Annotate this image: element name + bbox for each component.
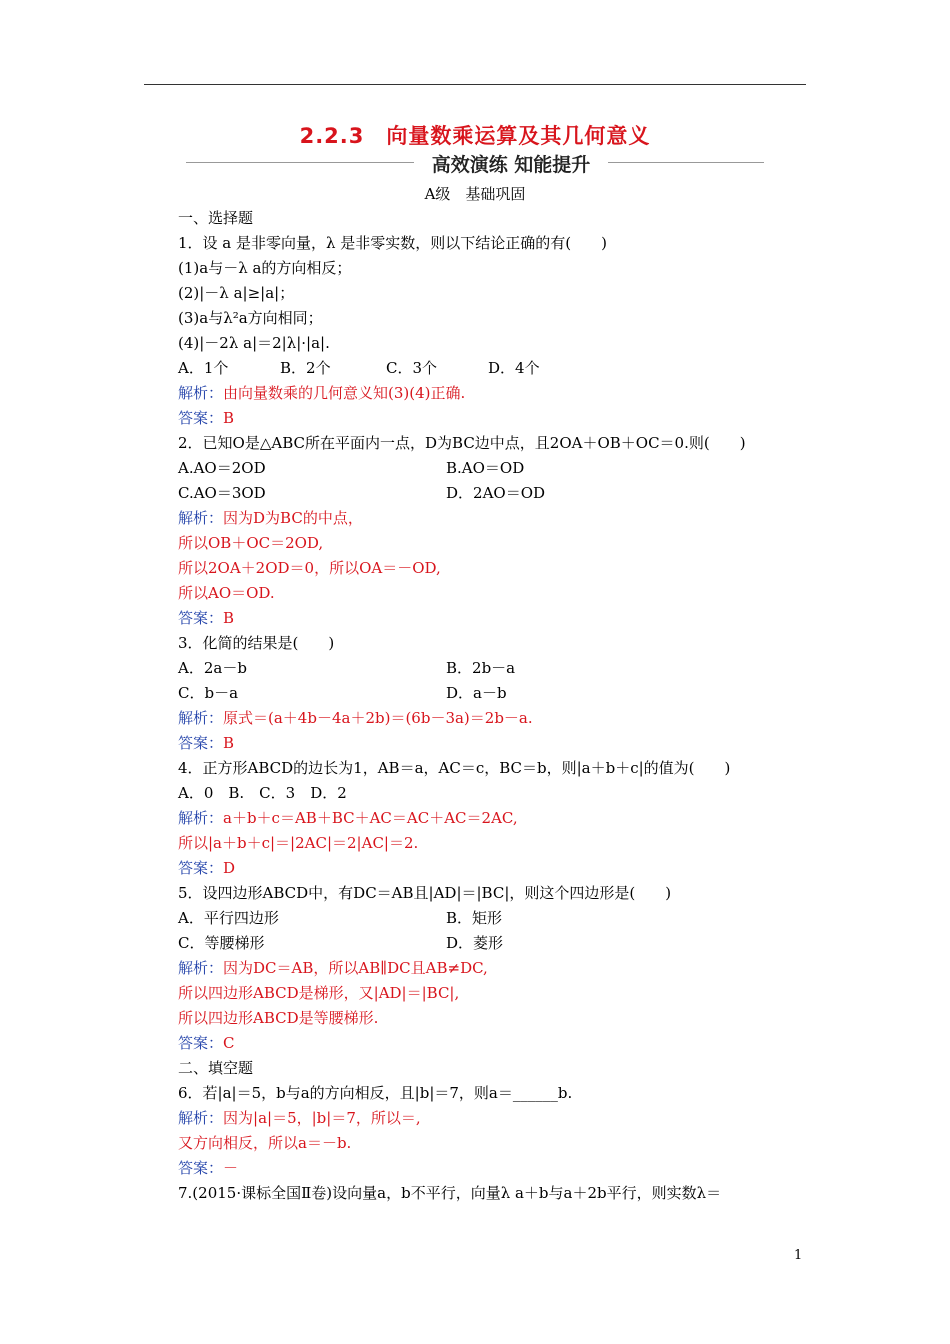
text-line [178, 758, 730, 778]
line-text: 因为|a|＝5，|b|＝7，所以＝, [223, 1109, 421, 1127]
line-text: B [223, 409, 235, 427]
line-text: D．a－b [446, 684, 507, 702]
label-prefix: 解析： [178, 709, 224, 727]
text-line [178, 783, 347, 803]
line-text: 4．正方形ABCD的边长为1，AB＝a，AC＝c，BC＝b，则|a＋b＋c|的值为( ) [178, 759, 731, 777]
line-text: (3)a与λ²a方向相同； [178, 309, 323, 327]
text-line [178, 708, 533, 728]
text-line [446, 683, 507, 703]
line-text: 又方向相反，所以a＝－b. [178, 1134, 352, 1152]
line-text: D．4个 [488, 359, 540, 377]
line-text: (1)a与－λ a的方向相反； [178, 259, 352, 277]
text-line [178, 1158, 238, 1178]
line-text: (2)|－λ a|≥|a|； [178, 284, 295, 302]
text-line [178, 983, 459, 1003]
line-text: A.AO＝2OD [178, 459, 266, 477]
label-prefix: 答案： [178, 409, 224, 427]
page-number: 1 [794, 1248, 803, 1263]
text-line [178, 633, 334, 653]
text-line [178, 533, 323, 553]
text-line [178, 908, 279, 928]
line-text: D．2AO＝OD [446, 484, 546, 502]
label-prefix: 答案： [178, 1034, 224, 1052]
text-line [178, 283, 294, 303]
text-line [178, 558, 441, 578]
text-line [178, 433, 746, 453]
label-prefix: 解析： [178, 809, 224, 827]
text-line [178, 833, 418, 853]
line-text: 所以2OA＋2OD＝0，所以OA＝－OD, [178, 559, 441, 577]
line-text: a＋b＋c＝AB＋BC＋AC＝AC＋AC＝2AC, [223, 809, 518, 827]
line-text: B [223, 609, 235, 627]
line-text: C.AO＝3OD [178, 484, 266, 502]
text-line [178, 458, 266, 478]
line-text: B．2个 [280, 359, 331, 377]
section-title: 2.2.3 向量数乘运算及其几何意义 [299, 124, 651, 148]
text-line [280, 358, 331, 378]
line-text: 6．若|a|＝5，b与a的方向相反，且|b|＝7，则a＝______b. [178, 1084, 573, 1102]
text-line [178, 508, 363, 528]
text-line [386, 358, 437, 378]
line-text: 因为DC＝AB，所以AB∥DC且AB≠DC, [223, 959, 488, 977]
label-prefix: 答案： [178, 1159, 224, 1177]
line-text: 3．化简的结果是( ) [178, 634, 335, 652]
line-text: A．0 B. C．3 D．2 [178, 784, 347, 802]
line-text: 所以四边形ABCD是梯形，又|AD|＝|BC|, [178, 984, 460, 1002]
label-prefix: 答案： [178, 734, 224, 752]
text-line [446, 658, 515, 678]
line-text: 一、选择题 [178, 209, 254, 227]
label-prefix: 解析： [178, 384, 224, 402]
line-text: 5．设四边形ABCD中，有DC＝AB且|AD|＝|BC|，则这个四边形是( ) [178, 884, 672, 902]
line-text: D [223, 859, 236, 877]
line-text: B [223, 734, 235, 752]
text-line [178, 733, 234, 753]
label-prefix: 答案： [178, 609, 224, 627]
text-line [178, 583, 275, 603]
line-text: 所以OB＋OC＝2OD, [178, 534, 324, 552]
text-line [446, 483, 545, 503]
text-line [178, 1008, 378, 1028]
text-line [178, 1108, 421, 1128]
text-line [178, 608, 234, 628]
line-text: 所以|a＋b＋c|＝|2AC|＝2|AC|＝2. [178, 834, 419, 852]
line-text: C [223, 1034, 235, 1052]
text-line [178, 408, 234, 428]
label-prefix: 答案： [178, 859, 224, 877]
text-line [178, 208, 253, 228]
line-text: 因为D为BC的中点， [223, 509, 363, 527]
banner-line-left [186, 162, 414, 163]
text-line [178, 1183, 721, 1203]
text-line [178, 233, 607, 253]
banner-text: 高效演练 知能提升 [431, 154, 591, 176]
line-text: 所以AO＝OD. [178, 584, 275, 602]
text-line [178, 933, 264, 953]
text-line [178, 258, 351, 278]
banner-line-right [608, 162, 764, 163]
line-text: － [223, 1159, 239, 1177]
header-rule [144, 84, 806, 85]
text-line [178, 1083, 572, 1103]
label-prefix: 解析： [178, 1109, 224, 1127]
text-line [178, 1058, 253, 1078]
text-line [178, 683, 238, 703]
line-text: 原式＝(a＋4b－4a＋2b)＝(6b－3a)＝2b－a. [223, 709, 533, 727]
text-line [178, 333, 330, 353]
text-line [178, 858, 235, 878]
line-text: A．2a－b [178, 659, 247, 677]
line-text: 1．设 a 是非零向量，λ 是非零实数，则以下结论正确的有( ) [178, 234, 608, 252]
text-line [446, 908, 502, 928]
label-prefix: 解析： [178, 509, 224, 527]
line-text: (4)|－2λ a|＝2|λ|·|a|. [178, 334, 330, 352]
text-line [178, 383, 465, 403]
text-line [178, 808, 518, 828]
line-text: C．3个 [386, 359, 438, 377]
line-text: B．矩形 [446, 909, 503, 927]
line-text: C．b－a [178, 684, 239, 702]
text-line [178, 483, 266, 503]
label-prefix: 解析： [178, 959, 224, 977]
line-text: C．等腰梯形 [178, 934, 265, 952]
banner [186, 150, 764, 176]
text-line [178, 958, 488, 978]
text-line [178, 883, 671, 903]
line-text: 由向量数乘的几何意义知(3)(4)正确. [223, 384, 466, 402]
line-text: A．平行四边形 [178, 909, 279, 927]
line-text: 2．已知O是△ABC所在平面内一点，D为BC边中点，且2OA＋OB＋OC＝0.则( ) [178, 434, 746, 452]
text-line [178, 308, 323, 328]
text-line [178, 658, 247, 678]
line-text: A．1个 [178, 359, 229, 377]
line-text: B．2b－a [446, 659, 516, 677]
text-line [178, 1033, 235, 1053]
line-text: B.AO＝OD [446, 459, 525, 477]
text-line [488, 358, 540, 378]
line-text: 7.(2015·课标全国Ⅱ卷)设向量a，b不平行，向量λ a＋b与a＋2b平行，则实数λ＝ [178, 1184, 722, 1202]
line-text: 二、填空题 [178, 1059, 254, 1077]
text-line [446, 933, 503, 953]
text-line [178, 1133, 351, 1153]
line-text: 所以四边形ABCD是等腰梯形. [178, 1009, 379, 1027]
level-heading: A级 基础巩固 [424, 185, 526, 203]
text-line [178, 358, 228, 378]
line-text: D．菱形 [446, 934, 504, 952]
text-line [446, 458, 524, 478]
